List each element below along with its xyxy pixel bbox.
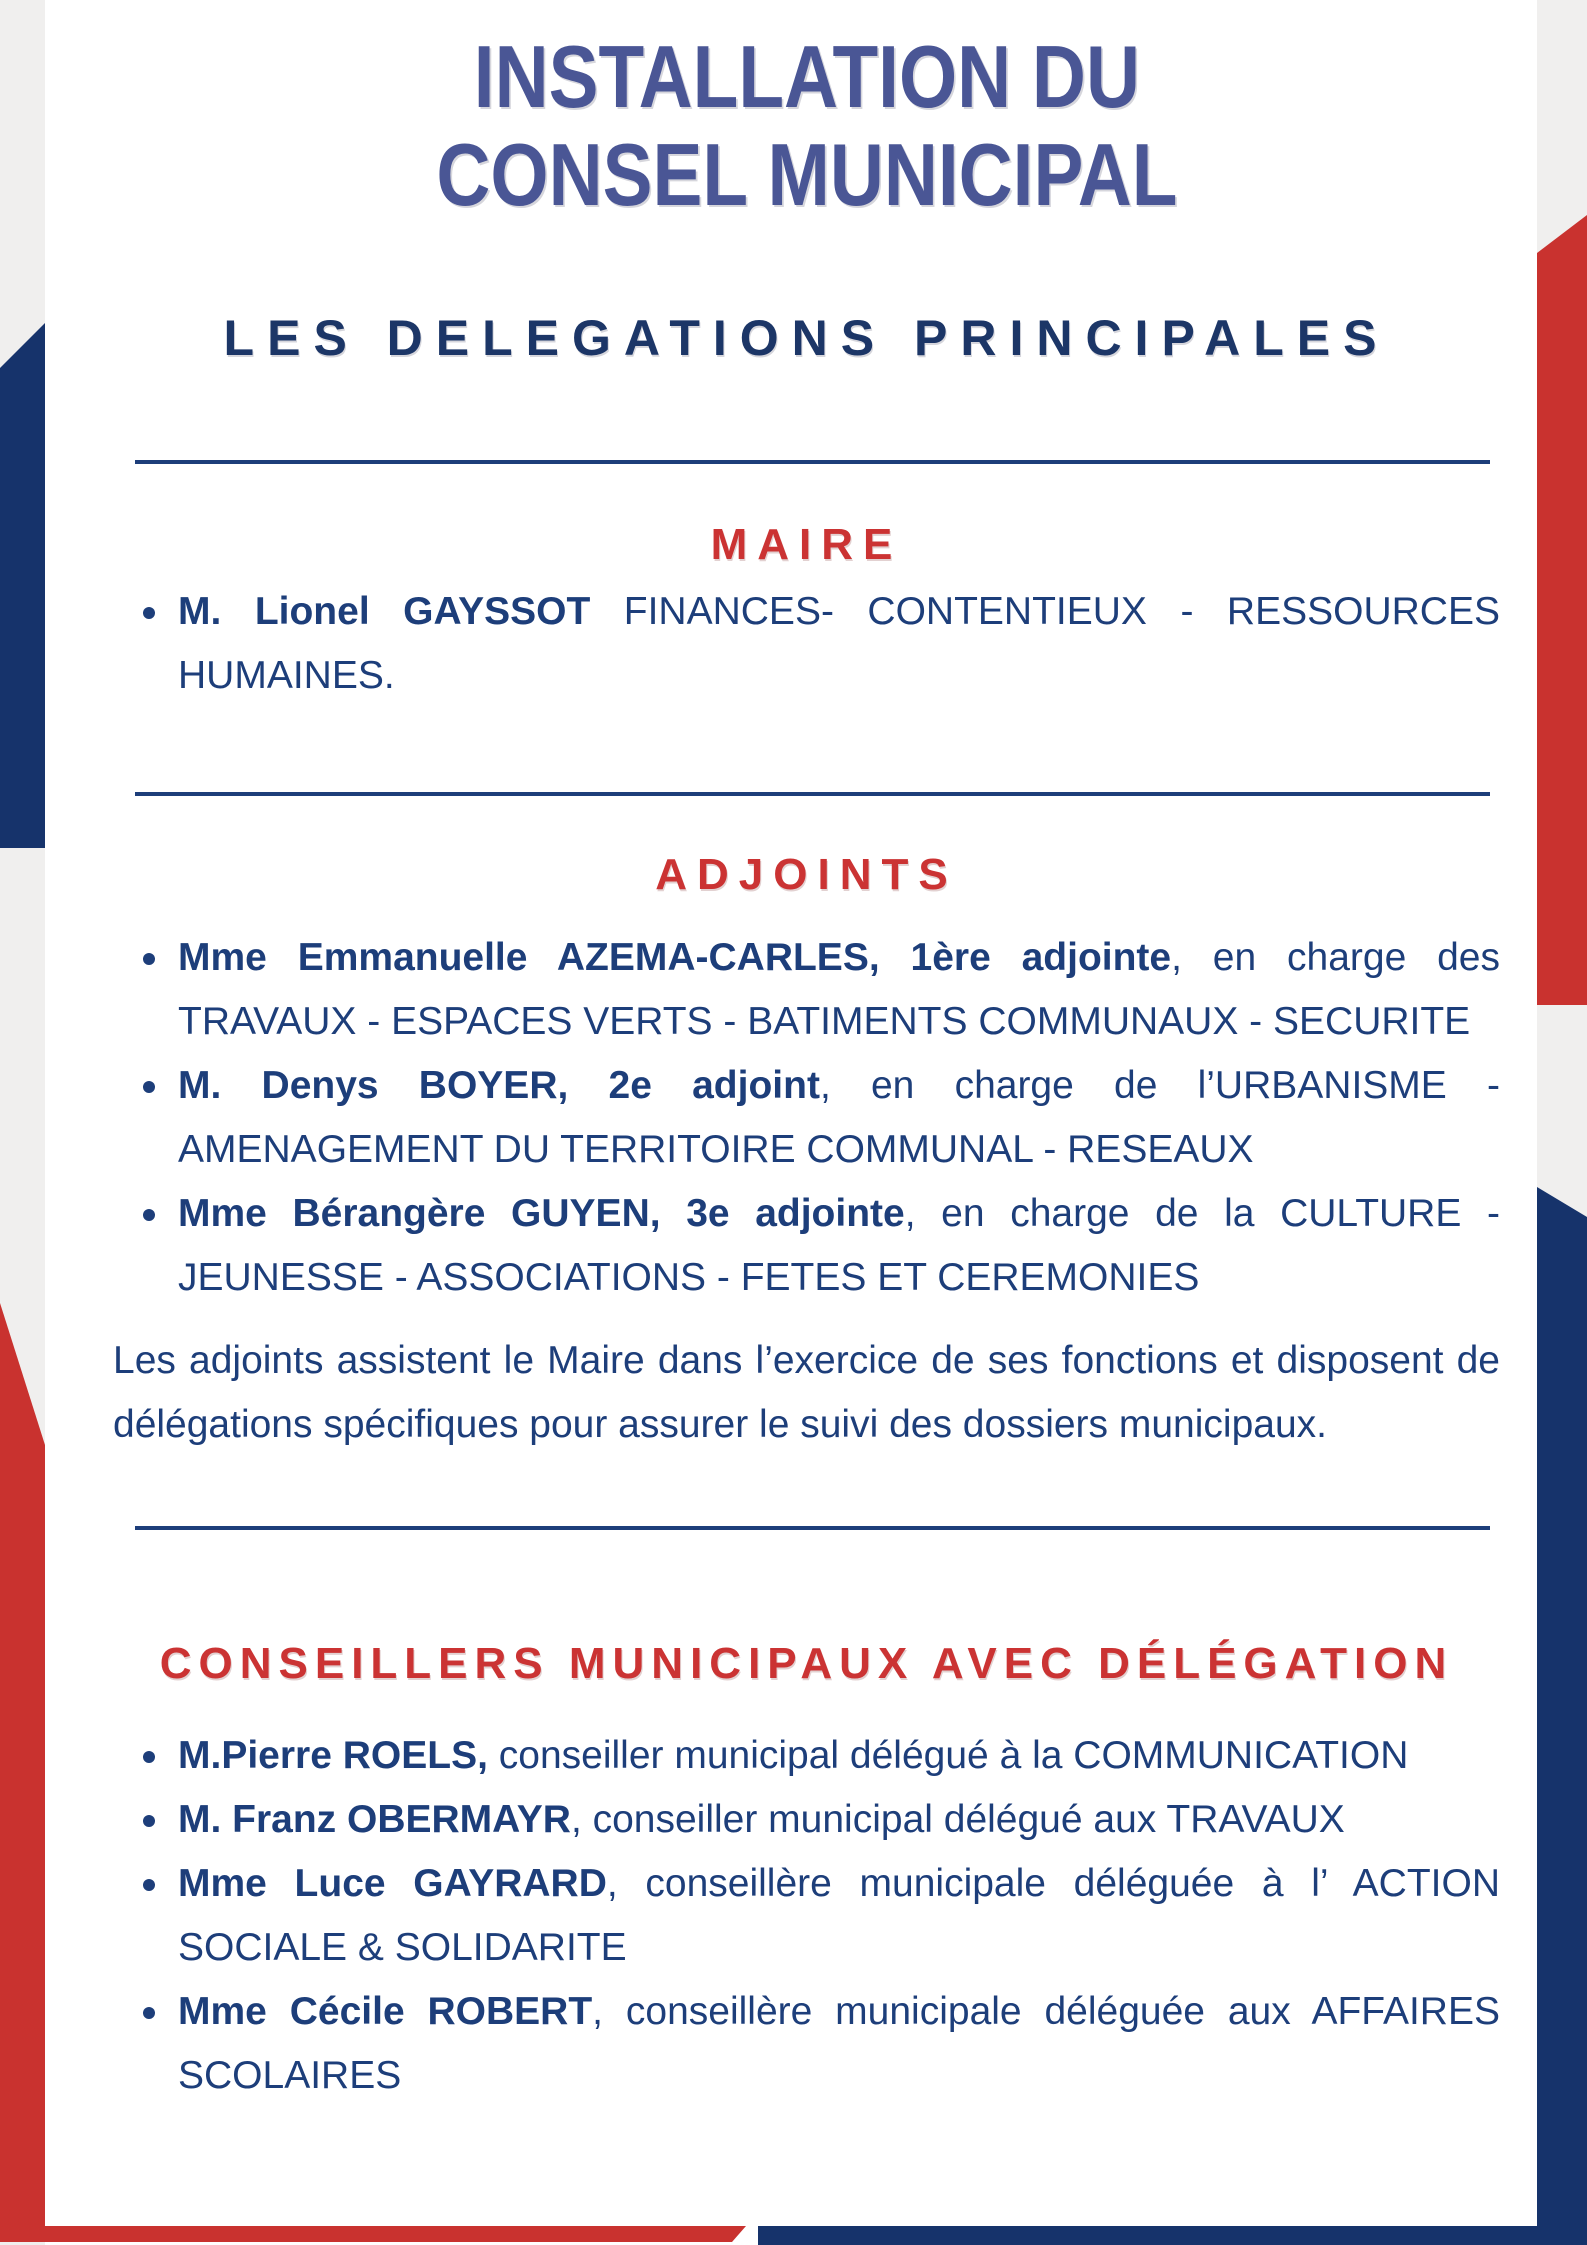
divider — [135, 460, 1490, 464]
list-item — [113, 1852, 1500, 1980]
poster-content — [113, 0, 1500, 2108]
page-title-line-1: INSTALLATION DU — [473, 27, 1140, 126]
list-item — [113, 1724, 1500, 1788]
left-bottom-red-ribbon-icon — [0, 1303, 45, 2242]
bullet-icon — [143, 1209, 155, 1221]
person-detail: , en charge des TRAVAUX - ESPACES VERTS - BATIMENTS COMMUNAUX - SECURITE — [178, 936, 1500, 1043]
adjoints-note: Les adjoints assistent le Maire dans l’exercice de ses fonctions et disposent de délégations spécifiques pour assurer le suivi des dossiers municipaux. — [113, 1339, 1500, 1446]
person-detail: , conseiller municipal délégué aux TRAVAUX — [570, 1798, 1345, 1841]
bullet-icon — [143, 2007, 155, 2019]
right-bottom-navy-ribbon-icon — [1537, 1187, 1587, 2245]
list-item — [113, 1182, 1500, 1310]
section-heading-adjoints: ADJOINTS — [655, 850, 958, 899]
person-detail: , conseillère municipale déléguée à l’ ACTION SOCIALE & SOLIDARITE — [178, 1862, 1500, 1969]
person-detail: , en charge de la CULTURE - JEUNESSE - ASSOCIATIONS - FETES ET CEREMONIES — [178, 1192, 1500, 1299]
list-item — [113, 926, 1500, 1054]
bullet-icon — [143, 607, 155, 619]
page-title — [113, 0, 1500, 224]
person-name: Mme Cécile ROBERT — [178, 1990, 593, 2033]
person-name: Mme Bérangère GUYEN, 3e adjointe — [178, 1192, 905, 1235]
bullet-icon — [143, 1081, 155, 1093]
bullet-icon — [143, 1815, 155, 1827]
person-name: M. Franz OBERMAYR — [178, 1798, 571, 1841]
left-top-navy-ribbon-icon — [0, 323, 45, 848]
bullet-icon — [143, 1879, 155, 1891]
divider — [135, 1526, 1490, 1530]
person-detail: conseiller municipal délégué à la COMMUNICATION — [487, 1734, 1409, 1777]
person-detail: FINANCES- CONTENTIEUX - RESSOURCES HUMAINES. — [178, 590, 1500, 697]
section-heading-conseillers: CONSEILLERS MUNICIPAUX AVEC DÉLÉGATION — [159, 1639, 1454, 1688]
person-name: M.Pierre ROELS, — [178, 1734, 488, 1777]
person-detail: , conseillère municipale déléguée aux AFFAIRES SCOLAIRES — [178, 1990, 1500, 2097]
person-name: M. Lionel GAYSSOT — [178, 590, 591, 633]
list-item — [113, 580, 1500, 708]
bullet-icon — [143, 953, 155, 965]
conseillers-list — [113, 1724, 1500, 2108]
page-subtitle: LES DELEGATIONS PRINCIPALES — [223, 310, 1390, 366]
person-name: Mme Emmanuelle AZEMA-CARLES, 1ère adjointe — [178, 936, 1172, 979]
section-heading-maire: MAIRE — [710, 520, 903, 569]
right-top-red-ribbon-icon — [1537, 215, 1587, 1005]
maire-list — [113, 580, 1500, 708]
list-item — [113, 1788, 1500, 1852]
list-item — [113, 1054, 1500, 1182]
divider — [135, 792, 1490, 796]
bullet-icon — [143, 1751, 155, 1763]
page-title-line-2: CONSEL MUNICIPAL — [435, 125, 1178, 224]
person-detail: , en charge de l’URBANISME - AMENAGEMENT DU TERRITOIRE COMMUNAL - RESEAUX — [178, 1064, 1500, 1171]
list-item — [113, 1980, 1500, 2108]
adjoints-list — [113, 926, 1500, 1310]
person-name: M. Denys BOYER, 2e adjoint — [178, 1064, 820, 1107]
person-name: Mme Luce GAYRARD — [178, 1862, 607, 1905]
